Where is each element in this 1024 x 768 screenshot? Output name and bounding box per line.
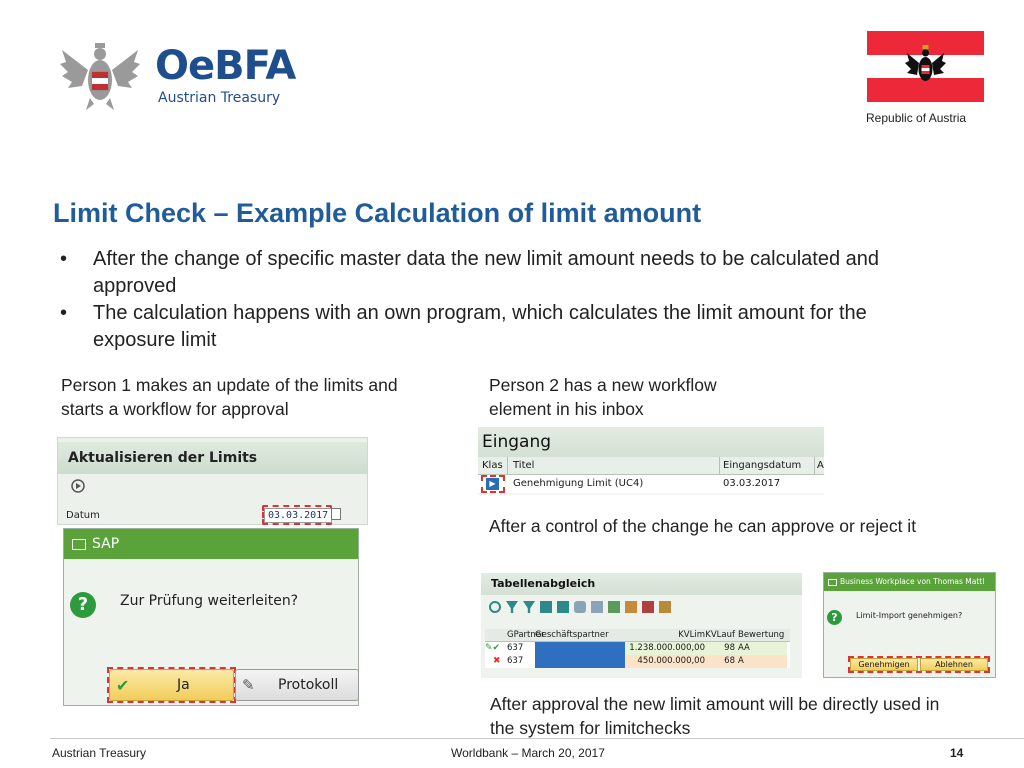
country-label: Republic of Austria	[866, 111, 967, 125]
workplace-titlebar	[824, 573, 995, 591]
col-titel[interactable]: Titel	[508, 457, 720, 474]
window-icon	[828, 579, 837, 586]
table-row[interactable]	[485, 655, 790, 668]
inbox-header-row	[478, 457, 824, 475]
yes-button-highlight	[107, 667, 236, 703]
workplace-title: Business Workplace von Thomas Mattl	[840, 577, 985, 586]
col-bewertung[interactable]: Bewertung	[738, 630, 785, 640]
question-icon: ?	[827, 610, 842, 625]
caption-person1: Person 1 makes an update of the limits and starts a workflow for approval	[61, 375, 398, 419]
oebfa-logo-text: OeBFA	[155, 43, 296, 89]
window-icon	[72, 539, 86, 550]
row-kvlauf: 68	[705, 655, 735, 668]
sap-update-title: Aktualisieren der Limits	[58, 442, 367, 474]
table-toolbar	[489, 601, 671, 613]
page-number: 14	[950, 746, 964, 760]
row-bewertung: AA	[735, 642, 787, 655]
row-gpartner: 637	[507, 643, 524, 653]
table-header-row	[485, 629, 790, 642]
austrian-eagle-logo	[60, 40, 140, 112]
caption-control: After a control of the change he can approve or reject it	[489, 516, 917, 536]
footer-left: Austrian Treasury	[52, 746, 147, 760]
check-icon: ✔	[116, 676, 130, 695]
log-button[interactable]	[235, 669, 359, 701]
row-kvlim: 1.238.000.000,00	[625, 642, 705, 655]
print-icon[interactable]	[574, 601, 586, 613]
sap-inbox-screen	[478, 427, 824, 495]
log-icon: ✎	[242, 676, 255, 694]
sap-workplace-dialog	[823, 572, 996, 678]
search-icon[interactable]	[489, 601, 501, 613]
chart-icon[interactable]	[625, 601, 637, 613]
date-label: Datum	[66, 510, 100, 521]
inbox-title: Eingang	[478, 427, 824, 457]
austrian-flag-icon	[867, 31, 984, 102]
yes-button-label: Ja	[177, 677, 190, 693]
page-title: Limit Check – Example Calculation of limit amount	[53, 198, 702, 228]
caption-approval: After approval the new limit amount will be directly used in the system for limitchecks	[490, 694, 940, 738]
subtotal-icon[interactable]	[557, 601, 569, 613]
filter-icon[interactable]	[523, 601, 535, 613]
logo-subtitle: Austrian Treasury	[158, 90, 281, 106]
sap-confirm-dialog	[63, 528, 359, 706]
reject-icon[interactable]: ✖	[493, 656, 501, 666]
sum-icon[interactable]	[540, 601, 552, 613]
grid-icon[interactable]	[659, 601, 671, 613]
question-icon: ?	[70, 592, 96, 618]
table-title: Tabellenabgleich	[481, 573, 802, 595]
col-klas[interactable]: Klas	[478, 457, 508, 474]
layout-icon[interactable]	[642, 601, 654, 613]
dialog-title: SAP	[92, 536, 120, 552]
col-gpartner[interactable]: GPartner	[507, 630, 545, 640]
export-icon[interactable]	[591, 601, 603, 613]
row-partner-name	[535, 655, 625, 668]
bullet-item: • The calculation happens with an own program, which calculates the limit amount for the exposure limit	[58, 300, 938, 354]
footer-center: Worldbank – March 20, 2017	[451, 746, 605, 760]
filter-icon[interactable]	[506, 601, 518, 613]
table-row[interactable]	[478, 475, 824, 493]
row-kvlim: 450.000.000,00	[625, 655, 705, 668]
reject-button[interactable]: Ablehnen	[920, 658, 988, 671]
bullet-list	[58, 246, 938, 354]
view-icon[interactable]	[608, 601, 620, 613]
execute-icon[interactable]	[70, 478, 86, 494]
row-gpartner: 637	[507, 656, 524, 666]
col-eingangsdatum[interactable]: Eingangsdatum	[720, 457, 815, 474]
dialog-question: Zur Prüfung weiterleiten?	[120, 593, 299, 609]
sap-table-screen	[481, 573, 802, 678]
row-kvlauf: 98	[705, 642, 735, 655]
dialog-titlebar	[64, 529, 358, 559]
row-date: 03.03.2017	[723, 478, 781, 489]
bullet-item: • After the change of specific master data the new limit amount needs to be calculated and approved	[58, 246, 938, 300]
col-kvlauf[interactable]: KVLauf	[705, 630, 735, 640]
col-kvlim[interactable]: KVLim	[678, 630, 705, 640]
workplace-question: Limit-Import genehmigen?	[856, 611, 963, 620]
footer-divider	[50, 738, 1024, 739]
comparison-table	[485, 629, 790, 668]
table-row[interactable]	[485, 642, 790, 655]
sap-update-limits-screen	[57, 437, 368, 525]
log-button-label: Protokoll	[278, 677, 339, 693]
row-title: Genehmigung Limit (UC4)	[513, 478, 644, 489]
col-a[interactable]: A	[817, 460, 824, 471]
calendar-icon[interactable]	[331, 508, 341, 520]
date-input[interactable]: 03.03.2017	[264, 508, 332, 523]
caption-person2: Person 2 has a new workflow element in his inbox	[489, 375, 717, 419]
col-geschaeftspartner[interactable]: Geschäftspartner	[535, 630, 609, 640]
row-bewertung: A	[735, 655, 787, 668]
approve-button[interactable]: Genehmigen	[850, 658, 918, 671]
workitem-icon[interactable]: ▶	[486, 478, 499, 490]
approve-icon[interactable]: ✎✔	[485, 643, 501, 653]
row-partner-name	[535, 642, 625, 655]
